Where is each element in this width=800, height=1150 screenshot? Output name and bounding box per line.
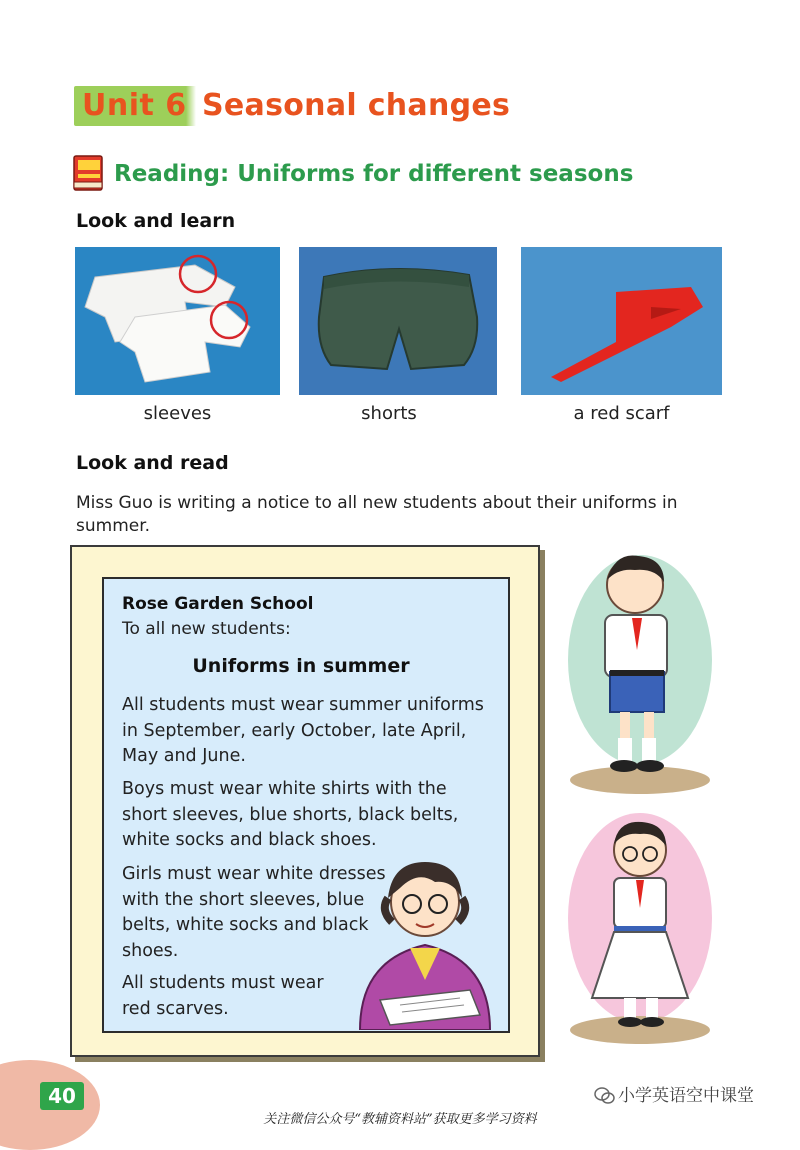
unit-number: Unit 6 <box>82 88 187 123</box>
book-icon <box>72 152 106 192</box>
notice-paragraph: Girls must wear white dresses with the short sleeves, blue belts, white socks and black shoes. <box>122 864 386 961</box>
caption-red-scarf: a red scarf <box>573 403 670 424</box>
reading-title: Reading: Uniforms for different seasons <box>114 161 634 187</box>
notice-recipient: To all new students: <box>122 619 291 639</box>
intro-text: Miss Guo is writing a notice to all new students about their uniforms in summer. <box>76 493 678 536</box>
look-and-read-heading: Look and read <box>76 452 229 474</box>
girl-uniform-illustration <box>560 808 730 1050</box>
notice-title: Uniforms in summer <box>192 655 410 677</box>
teacher-writing-illustration <box>340 840 510 1030</box>
sleeves-photo <box>75 247 280 395</box>
wechat-icon <box>594 1086 616 1106</box>
page-number: 40 <box>48 1084 76 1108</box>
red-scarf-photo <box>521 247 722 395</box>
unit-label-background-fade <box>186 86 196 126</box>
notice-paragraph: All students must wear summer uniforms in September, early October, late April, May and June. <box>122 695 484 766</box>
notice-paragraph: Boys must wear white shirts with the short sleeves, blue shorts, black belts, white socks and black shoes. <box>122 779 459 850</box>
caption-sleeves: sleeves <box>143 403 212 424</box>
boy-uniform-illustration <box>560 550 730 800</box>
unit-title: Seasonal changes <box>202 88 511 123</box>
caption-shorts: shorts <box>361 403 417 424</box>
notice-paragraph: All students must wear red scarves. <box>122 973 324 1019</box>
shorts-photo <box>299 247 497 395</box>
wechat-account-name: 小学英语空中课堂 <box>618 1086 754 1106</box>
footer-note: 关注微信公众号“教辅资料站”获取更多学习资料 <box>263 1112 537 1127</box>
look-and-learn-heading: Look and learn <box>76 210 236 232</box>
notice-school-name: Rose Garden School <box>122 594 314 614</box>
